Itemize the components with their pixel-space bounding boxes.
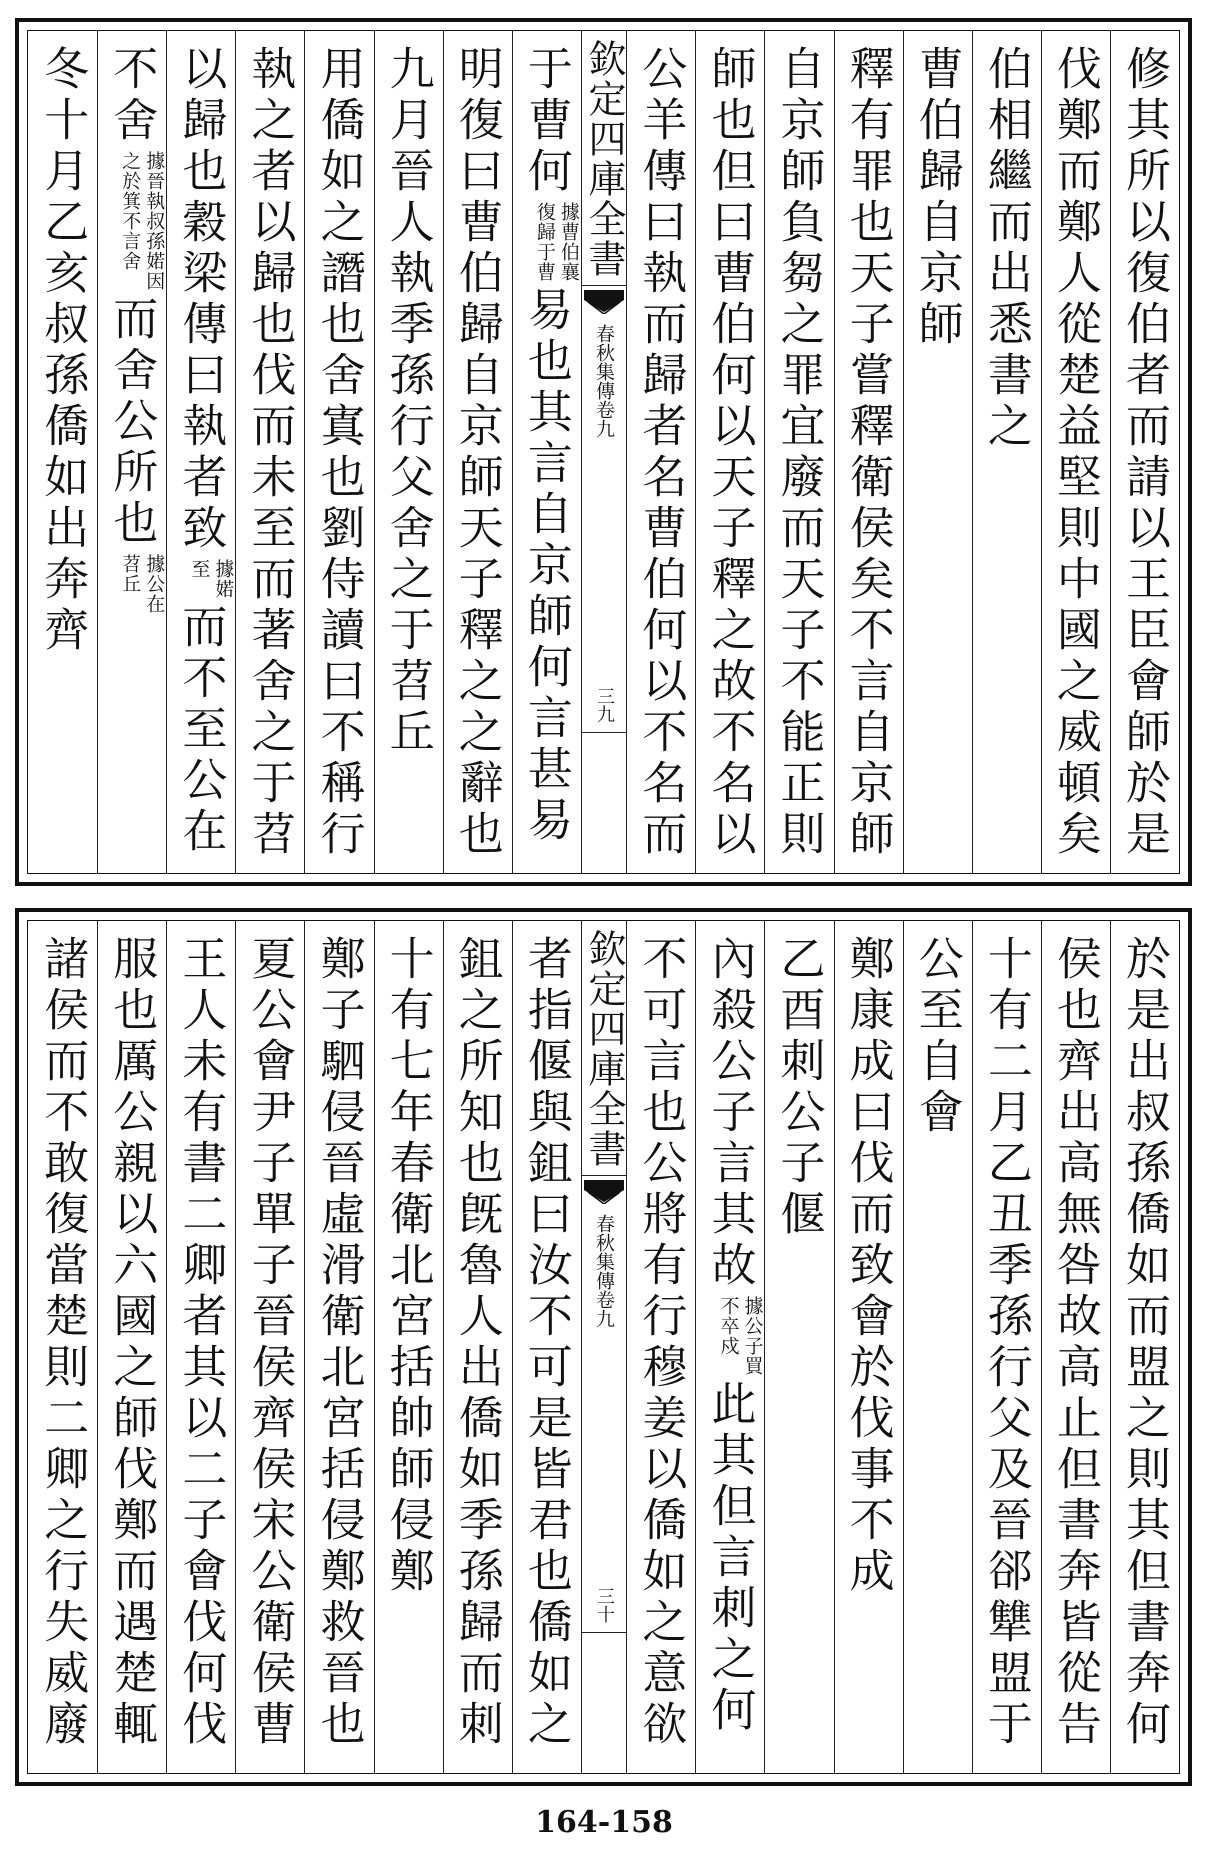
fold-rule	[582, 1632, 626, 1633]
text-column	[1041, 921, 1110, 1773]
text-column	[764, 921, 833, 1773]
book-name: 春秋集傳	[593, 1214, 616, 1290]
book-name: 春秋集傳	[593, 324, 616, 400]
text-column	[28, 31, 97, 873]
main-text: 于曹何	[519, 45, 573, 198]
main-text: 自京師負芻之罪宜廢而天子不能正則	[772, 45, 826, 861]
main-text: 師也但曰曹伯何以天子釋之故不名以	[703, 45, 757, 861]
main-text: 於是出叔孫僑如而盟之則其但書奔何	[1118, 935, 1171, 1751]
text-column	[903, 921, 972, 1773]
commentary-note	[716, 1296, 764, 1376]
text-column	[764, 31, 833, 873]
page-upper	[15, 18, 1192, 886]
commentary-note	[533, 202, 581, 282]
text-column	[903, 31, 972, 873]
text-column	[304, 921, 373, 1773]
fold-rule	[582, 732, 626, 733]
main-text: 公羊傳曰執而歸者名曹伯何以不名而	[634, 45, 688, 861]
main-text: 內殺公子言其故	[703, 935, 757, 1292]
main-text: 鄭康成曰伐而致會於伐事不成	[841, 935, 895, 1598]
text-column	[97, 31, 166, 873]
text-column	[235, 31, 304, 873]
main-text: 而不至公在	[174, 603, 228, 858]
main-text: 不舍	[105, 45, 159, 147]
collection-title: 欽定四庫全書	[582, 921, 626, 1176]
main-text: 鉏之所知也旣魯人出僑如季孫歸而刺	[450, 935, 504, 1751]
commentary-line: 據公子買	[741, 1296, 764, 1376]
commentary-line: 苕丘	[119, 554, 142, 594]
main-text: 侯也齊出高無咎故高止但書奔皆從告	[1048, 935, 1102, 1751]
commentary-line: 據婼	[212, 559, 235, 599]
main-text: 用僑如之譖也舍寘也劉侍讀曰不稱行	[312, 45, 366, 861]
text-column	[512, 31, 581, 873]
text-column	[304, 31, 373, 873]
fishtail-ornament-icon	[584, 290, 624, 314]
main-text: 明復曰曹伯歸自京師天子釋之之辭也	[450, 45, 504, 861]
collection-title: 欽定四庫全書	[582, 31, 626, 286]
text-column	[695, 921, 764, 1773]
text-column	[443, 31, 512, 873]
text-column	[443, 921, 512, 1773]
main-text: 九月晉人執季孫行父舍之于苕丘	[381, 45, 435, 759]
main-text: 夏公會尹子單子晉侯齊侯宋公衛侯曹	[243, 935, 297, 1751]
main-text: 易也其言自京師何言甚易	[519, 286, 573, 847]
book-title	[594, 1214, 614, 1328]
page-text-area	[27, 920, 1180, 1774]
text-column	[28, 921, 97, 1773]
text-column	[374, 921, 443, 1773]
main-text: 公至自會	[910, 935, 964, 1139]
text-column	[972, 31, 1041, 873]
commentary-line: 據曹伯襄	[557, 202, 580, 282]
main-text: 鄭子駟侵晉虛滑衛北宮括侵鄭救晉也	[312, 935, 366, 1751]
commentary-line: 復歸于曹	[533, 202, 556, 282]
juan-number: 卷九	[593, 400, 616, 438]
juan-number: 卷九	[593, 1290, 616, 1328]
center-fold	[581, 921, 626, 1773]
text-column	[512, 921, 581, 1773]
main-text: 而舍公所也	[105, 295, 159, 550]
main-text: 曹伯歸自京師	[910, 45, 964, 351]
page-text-area	[27, 30, 1180, 874]
text-column	[1041, 31, 1110, 873]
fishtail-ornament-icon	[584, 1180, 624, 1204]
text-column	[834, 31, 903, 873]
commentary-line: 不卒戍	[717, 1296, 740, 1356]
main-text: 乙酉刺公子偃	[772, 935, 826, 1241]
main-text: 王人未有書二卿者其以二子會伐何伐	[174, 935, 228, 1751]
commentary-note	[118, 151, 166, 291]
commentary-note	[187, 559, 235, 599]
text-column	[626, 31, 695, 873]
main-text: 釋有罪也天子嘗釋衛侯矣不言自京師	[841, 45, 895, 861]
main-text: 以歸也穀梁傳曰執者致	[174, 45, 228, 555]
main-text: 此其但言刺之何	[703, 1380, 757, 1737]
text-column	[235, 921, 304, 1773]
text-column	[166, 31, 235, 873]
commentary-line: 據晉執叔孫婼因	[143, 151, 166, 291]
book-title	[594, 324, 614, 438]
text-column	[626, 921, 695, 1773]
main-text: 諸侯而不敢復當楚則二卿之行失威廢	[36, 935, 90, 1751]
commentary-line: 據公在	[143, 554, 166, 614]
text-column	[972, 921, 1041, 1773]
folio-number: 三九	[594, 687, 616, 723]
commentary-note	[118, 554, 166, 614]
main-text: 伯相繼而出悉書之	[979, 45, 1033, 453]
main-text: 冬十月乙亥叔孫僑如出奔齊	[36, 45, 90, 657]
page-lower	[15, 908, 1192, 1786]
text-column	[1110, 921, 1179, 1773]
commentary-line: 之於箕不言舍	[119, 151, 142, 271]
main-text: 修其所以復伯者而請以王臣會師於是	[1118, 45, 1171, 861]
commentary-line: 至	[188, 559, 211, 579]
folio-number: 三十	[594, 1587, 616, 1623]
text-column	[1110, 31, 1179, 873]
page-footer: 164-158	[535, 1805, 673, 1840]
main-text: 者指偃與鉏曰汝不可是皆君也僑如之	[519, 935, 573, 1751]
main-text: 伐鄭而鄭人從楚益堅則中國之威頓矣	[1048, 45, 1102, 861]
main-text: 服也厲公親以六國之師伐鄭而遇楚輒	[105, 935, 159, 1751]
text-column	[374, 31, 443, 873]
main-text: 不可言也公將有行穆姜以僑如之意欲	[634, 935, 688, 1751]
main-text: 十有七年春衛北宮括帥師侵鄭	[381, 935, 435, 1598]
text-column	[166, 921, 235, 1773]
text-column	[695, 31, 764, 873]
center-fold	[581, 31, 626, 873]
main-text: 執之者以歸也伐而未至而著舍之于苕	[243, 45, 297, 861]
main-text: 十有二月乙丑季孫行父及晉郤犨盟于	[979, 935, 1033, 1751]
text-column	[834, 921, 903, 1773]
text-column	[97, 921, 166, 1773]
